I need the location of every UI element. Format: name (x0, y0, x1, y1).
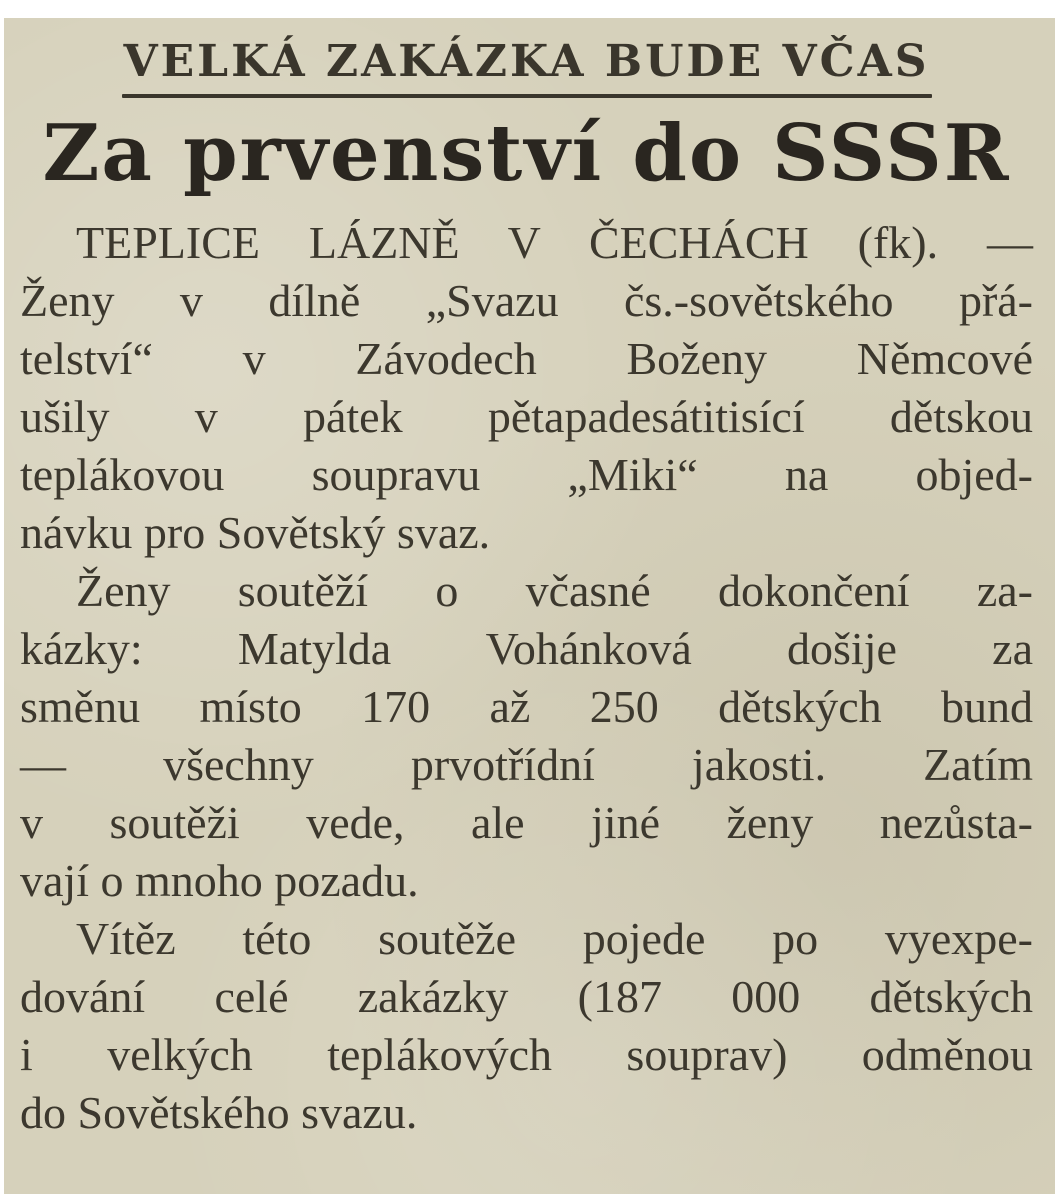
body-line: teplákovou soupravu „Miki“ na objed- (20, 449, 1033, 500)
article-headline: Za prvenství do SSSR (42, 108, 1011, 199)
body-line: směnu místo 170 až 250 dětských bund (20, 681, 1033, 732)
body-line: i velkých teplákových souprav) odměnou (20, 1029, 1033, 1080)
paragraph-3 (20, 910, 1033, 1142)
paragraph-2 (20, 562, 1033, 910)
newspaper-clipping (4, 18, 1055, 1194)
body-line: do Sovětského svazu. (20, 1087, 418, 1138)
body-line: telství“ v Závodech Boženy Němcové (20, 333, 1033, 384)
paragraph-1 (20, 214, 1033, 562)
body-line: ušily v pátek pětapadesátitisící dětskou (20, 391, 1033, 442)
article-body (20, 214, 1033, 1142)
body-line: vají o mnoho pozadu. (20, 855, 419, 906)
body-line: návku pro Sovětský svaz. (20, 507, 491, 558)
article-kicker: VELKÁ ZAKÁZKA BUDE VČAS (123, 36, 930, 87)
body-line: dování celé zakázky (187 000 dětských (20, 971, 1033, 1022)
body-line: TEPLICE LÁZNĚ V ČECHÁCH (fk). — (76, 217, 1033, 268)
body-line: Ženy soutěží o včasné dokončení za- (76, 565, 1033, 616)
body-line: — všechny prvotřídní jakosti. Zatím (20, 739, 1033, 790)
kicker-underline-rule (122, 94, 932, 98)
body-line: kázky: Matylda Vohánková došije za (20, 623, 1033, 674)
body-line: Ženy v dílně „Svazu čs.-sovětského přá- (20, 275, 1033, 326)
body-line: v soutěži vede, ale jiné ženy nezůsta- (20, 797, 1033, 848)
body-line: Vítěz této soutěže pojede po vyexpe- (76, 913, 1033, 964)
